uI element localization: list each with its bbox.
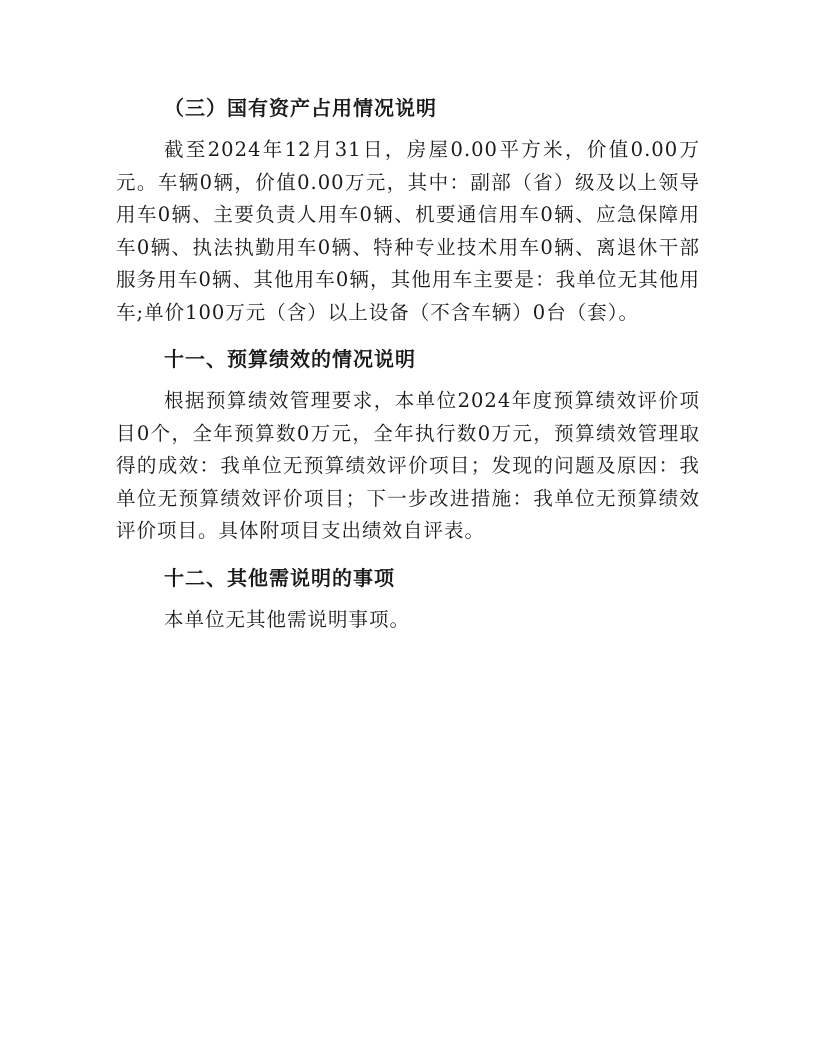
assets-paragraph: 截至2024年12月31日，房屋0.00平方米，价值0.00万元。车辆0辆，价值0.00万元，其中：副部（省）级及以上领导用车0辆、主要负责人用车0辆、机要通信用车0辆、应急保障用车0辆、执法执勤用车0辆、特种专业技术用车0辆、离退休干部服务用车0辆、其他用车0辆，其他用车主要是：我单位无其他用车;单价100万元（含）以上设备（不含车辆）0台（套）。 — [116, 138, 700, 324]
section-heading-assets: （三）国有资产占用情况说明 — [164, 96, 437, 120]
performance-paragraph: 根据预算绩效管理要求，本单位2024年度预算绩效评价项目0个，全年预算数0万元，全年执行数0万元，预算绩效管理取得的成效：我单位无预算绩效评价项目；发现的问题及原因：我单位无预算绩效评价项目；下一步改进措施：我单位无预算绩效评价项目。具体附项目支出绩效自评表。 — [116, 389, 700, 542]
document-page — [116, 92, 700, 650]
section-heading-performance: 十一、预算绩效的情况说明 — [164, 347, 416, 371]
other-paragraph: 本单位无其他需说明事项。 — [164, 607, 411, 631]
section-heading-other: 十二、其他需说明的事项 — [164, 565, 395, 590]
